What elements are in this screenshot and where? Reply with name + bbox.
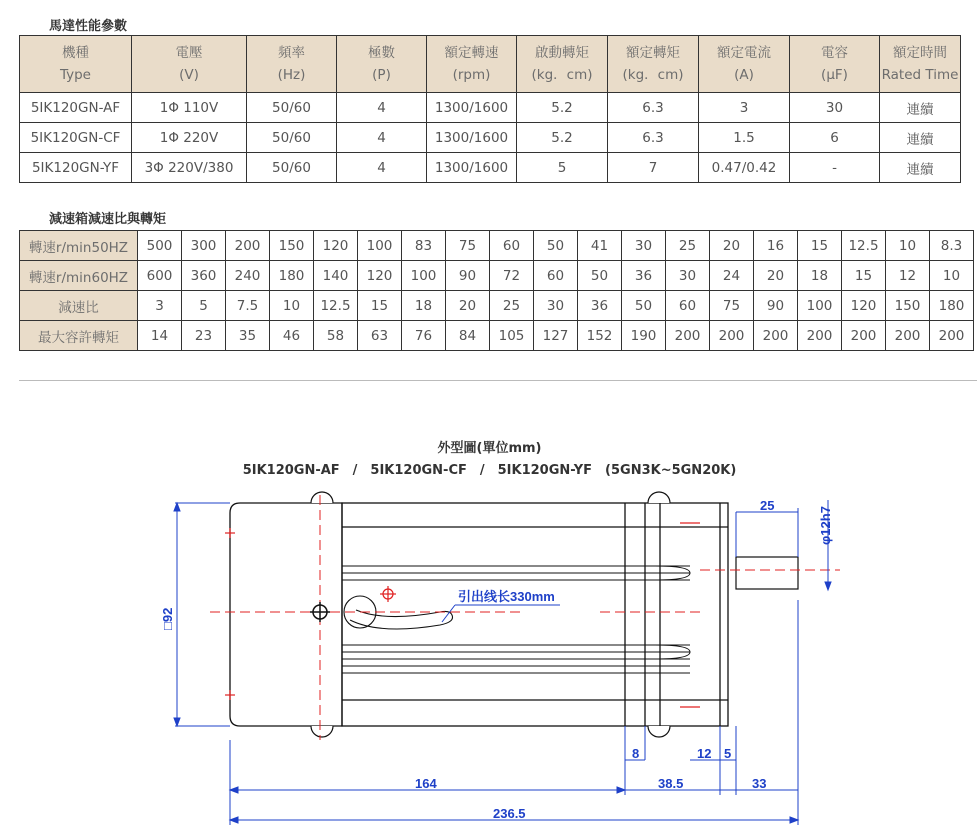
spec-header-label: 電容 — [821, 45, 848, 61]
spec-cell: - — [790, 153, 880, 183]
ratio-cell: 90 — [754, 291, 798, 321]
ratio-row-label: 減速比 — [20, 291, 138, 321]
ratio-row-label: 轉速r/min60HZ — [20, 261, 138, 291]
ratio-cell: 180 — [930, 291, 974, 321]
spec-cell: 1.5 — [699, 123, 790, 153]
ratio-cell: 7.5 — [226, 291, 270, 321]
spec-cell: 5 — [517, 153, 608, 183]
ratio-row — [20, 321, 974, 351]
spec-cell: 3 — [699, 93, 790, 123]
spec-cell: 6 — [790, 123, 880, 153]
dim-shaft-diameter: φ12h7 — [818, 506, 833, 545]
ratio-cell: 10 — [270, 291, 314, 321]
ratio-cell: 300 — [182, 231, 226, 261]
ratio-cell: 25 — [666, 231, 710, 261]
spec-header-cell — [20, 36, 132, 93]
spec-cell: 30 — [790, 93, 880, 123]
spec-header-unit: (μF) — [821, 67, 848, 83]
spec-header-cell — [337, 36, 427, 93]
spec-cell: 1Φ 220V — [132, 123, 247, 153]
section-divider — [19, 380, 977, 381]
ratio-cell: 25 — [490, 291, 534, 321]
spec-header-unit: Type — [59, 67, 91, 83]
ratio-cell: 10 — [930, 261, 974, 291]
ratio-cell: 30 — [666, 261, 710, 291]
cooling-fins — [342, 566, 690, 673]
output-shaft — [736, 557, 798, 589]
spec-cell: 5.2 — [517, 123, 608, 153]
spec-header-cell — [517, 36, 608, 93]
spec-cell: 4 — [337, 123, 427, 153]
spec-header-unit: (A) — [734, 67, 754, 83]
ratio-cell: 60 — [666, 291, 710, 321]
ratio-cell: 12.5 — [314, 291, 358, 321]
motor-outline — [230, 503, 728, 726]
gear-ratio-table — [19, 230, 974, 351]
spec-header-cell — [699, 36, 790, 93]
ratio-cell: 200 — [226, 231, 270, 261]
spec-header-row — [20, 36, 961, 93]
ratio-cell: 100 — [798, 291, 842, 321]
dim-8: 8 — [632, 746, 640, 761]
dim-square: □92 — [160, 607, 175, 630]
ratio-cell: 36 — [622, 261, 666, 291]
ratio-cell: 105 — [490, 321, 534, 351]
ratio-cell: 100 — [402, 261, 446, 291]
center-lines — [210, 495, 840, 740]
dim-5: 5 — [724, 746, 732, 761]
ratio-cell: 60 — [490, 231, 534, 261]
spec-header-cell — [608, 36, 699, 93]
ratio-cell: 83 — [402, 231, 446, 261]
spec-header-unit: (rpm) — [452, 67, 491, 83]
spec-cell: 4 — [337, 93, 427, 123]
ratio-cell: 18 — [402, 291, 446, 321]
drawing-models: 5IK120GN-AF / 5IK120GN-CF / 5IK120GN-YF (5GN3K~5GN20K) — [242, 463, 737, 478]
ratio-cell: 84 — [446, 321, 490, 351]
ratio-cell: 5 — [182, 291, 226, 321]
motor-spec-table — [19, 35, 961, 183]
ratio-cell: 15 — [358, 291, 402, 321]
ratio-cell: 200 — [842, 321, 886, 351]
ratio-cell: 30 — [534, 291, 578, 321]
spec-row — [20, 123, 961, 153]
ratio-cell: 360 — [182, 261, 226, 291]
ratio-cell: 30 — [622, 231, 666, 261]
dim-38-5: 38.5 — [658, 776, 684, 791]
spec-header-unit: (kg．cm) — [622, 67, 684, 83]
spec-header-unit: (kg．cm) — [531, 67, 593, 83]
ratio-cell: 46 — [270, 321, 314, 351]
spec-header-unit: (P) — [372, 67, 391, 83]
spec-cell: 1Φ 110V — [132, 93, 247, 123]
ratio-cell: 3 — [138, 291, 182, 321]
spec-header-cell — [790, 36, 880, 93]
lead-length-label: 引出线长330mm — [458, 589, 555, 604]
ratio-cell: 200 — [930, 321, 974, 351]
ratio-cell: 20 — [754, 261, 798, 291]
spec-cell: 50/60 — [247, 153, 337, 183]
ratio-cell: 200 — [886, 321, 930, 351]
spec-header-cell — [427, 36, 517, 93]
ratio-row — [20, 291, 974, 321]
spec-cell: 1300/1600 — [427, 123, 517, 153]
spec-row — [20, 153, 961, 183]
spec-cell: 50/60 — [247, 123, 337, 153]
spec-header-cell — [880, 36, 961, 93]
lead-label-leader — [442, 605, 455, 622]
ratio-cell: 127 — [534, 321, 578, 351]
ratio-cell: 15 — [798, 231, 842, 261]
ratio-cell: 76 — [402, 321, 446, 351]
spec-header-label: 機種 — [62, 45, 89, 61]
spec-header-label: 額定轉速 — [444, 45, 499, 61]
spec-header-unit: (V) — [179, 67, 199, 83]
ratio-cell: 75 — [710, 291, 754, 321]
ratio-cell: 120 — [314, 231, 358, 261]
ratio-cell: 8.3 — [930, 231, 974, 261]
ratio-row-label: 最大容許轉矩 — [20, 321, 138, 351]
ratio-cell: 200 — [754, 321, 798, 351]
ratio-cell: 150 — [886, 291, 930, 321]
spec-cell: 1300/1600 — [427, 153, 517, 183]
spec-cell: 6.3 — [608, 93, 699, 123]
dim-shaft-length: 25 — [760, 498, 775, 513]
spec-header-label: 額定時間 — [893, 45, 947, 61]
ratio-row — [20, 231, 974, 261]
ratio-cell: 58 — [314, 321, 358, 351]
ratio-cell: 180 — [270, 261, 314, 291]
spec-cell: 5.2 — [517, 93, 608, 123]
ratio-cell: 240 — [226, 261, 270, 291]
ratio-cell: 20 — [710, 231, 754, 261]
spec-header-label: 電壓 — [175, 45, 203, 61]
spec-cell: 1300/1600 — [427, 93, 517, 123]
ratio-cell: 140 — [314, 261, 358, 291]
center-bolt — [310, 602, 330, 622]
ratio-cell: 23 — [182, 321, 226, 351]
ratio-cell: 190 — [622, 321, 666, 351]
spec-header-label: 極數 — [368, 45, 395, 61]
spec-cell: 連續 — [880, 123, 961, 153]
dim-12: 12 — [697, 746, 712, 761]
ratio-cell: 120 — [842, 291, 886, 321]
dim-33: 33 — [752, 776, 767, 791]
spec-cell: 連續 — [880, 93, 961, 123]
spec-header-label: 額定電流 — [717, 45, 771, 61]
spec-header-unit: Rated Time — [881, 67, 959, 83]
drawing-title: 外型圖(單位mm) — [437, 441, 542, 456]
spec-cell: 6.3 — [608, 123, 699, 153]
spec-header-cell — [132, 36, 247, 93]
ratio-cell: 200 — [710, 321, 754, 351]
ratio-cell: 16 — [754, 231, 798, 261]
dim-total: 236.5 — [493, 806, 526, 821]
ratio-cell: 20 — [446, 291, 490, 321]
ratio-cell: 12.5 — [842, 231, 886, 261]
spec-cell: 5IK120GN-AF — [20, 93, 132, 123]
spec-header-cell — [247, 36, 337, 93]
ratio-cell: 600 — [138, 261, 182, 291]
spec-cell: 0.47/0.42 — [699, 153, 790, 183]
spec-header-label: 啟動轉矩 — [535, 45, 589, 61]
ratio-cell: 36 — [578, 291, 622, 321]
ratio-cell: 150 — [270, 231, 314, 261]
spec-cell: 50/60 — [247, 93, 337, 123]
ratio-cell: 152 — [578, 321, 622, 351]
outline-drawing — [0, 480, 979, 837]
ratio-cell: 72 — [490, 261, 534, 291]
ratio-section-title: 減速箱減速比與轉矩 — [49, 212, 167, 227]
dim-164: 164 — [415, 776, 437, 791]
ratio-cell: 50 — [622, 291, 666, 321]
spec-cell: 7 — [608, 153, 699, 183]
ratio-cell: 500 — [138, 231, 182, 261]
ratio-row — [20, 261, 974, 291]
ratio-cell: 14 — [138, 321, 182, 351]
ratio-cell: 10 — [886, 231, 930, 261]
ratio-cell: 120 — [358, 261, 402, 291]
ratio-cell: 15 — [842, 261, 886, 291]
dimension-lines — [174, 500, 831, 825]
spec-cell: 3Φ 220V/380 — [132, 153, 247, 183]
ratio-row-label: 轉速r/min50HZ — [20, 231, 138, 261]
ratio-cell: 100 — [358, 231, 402, 261]
center-crosses — [225, 523, 700, 707]
ratio-cell: 200 — [798, 321, 842, 351]
ratio-cell: 35 — [226, 321, 270, 351]
spec-header-label: 額定轉矩 — [626, 45, 680, 61]
ratio-cell: 18 — [798, 261, 842, 291]
ratio-cell: 50 — [578, 261, 622, 291]
ratio-cell: 60 — [534, 261, 578, 291]
spec-section-title: 馬達性能參數 — [49, 19, 128, 34]
ratio-cell: 90 — [446, 261, 490, 291]
spec-row — [20, 93, 961, 123]
ratio-cell: 200 — [666, 321, 710, 351]
spec-cell: 4 — [337, 153, 427, 183]
ratio-cell: 41 — [578, 231, 622, 261]
spec-cell: 5IK120GN-YF — [20, 153, 132, 183]
ratio-cell: 63 — [358, 321, 402, 351]
spec-cell: 連續 — [880, 153, 961, 183]
ratio-cell: 50 — [534, 231, 578, 261]
spec-cell: 5IK120GN-CF — [20, 123, 132, 153]
ratio-cell: 12 — [886, 261, 930, 291]
ratio-cell: 24 — [710, 261, 754, 291]
ratio-cell: 75 — [446, 231, 490, 261]
spec-header-label: 頻率 — [278, 45, 305, 61]
spec-header-unit: (Hz) — [277, 67, 306, 83]
